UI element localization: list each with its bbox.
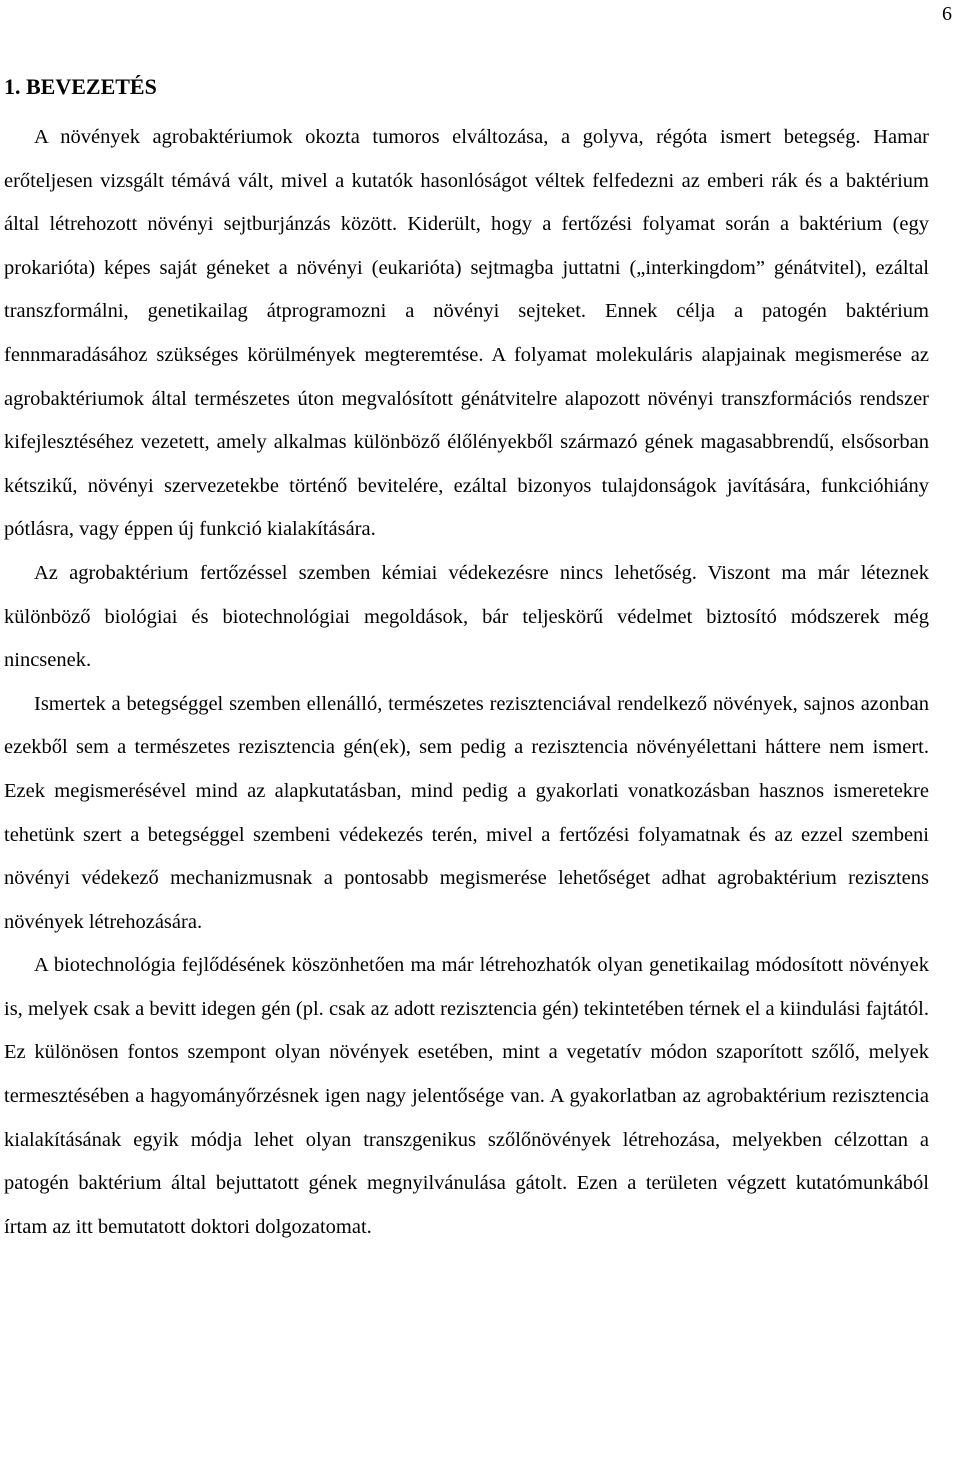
paragraph-chemical-protection: Az agrobaktérium fertőzéssel szemben kémiai védekezésre nincs lehetőség. Viszont ma már léteznek különböző biológiai és biotechnológiai megoldások, bár teljeskörű védelmet biztosító módszerek még nincsenek. xyxy=(4,561,929,672)
section-heading: 1. BEVEZETÉS xyxy=(4,74,157,99)
document-body xyxy=(4,70,929,1249)
paragraph-biotechnology: A biotechnológia fejlődésének köszönhetően ma már létrehozhatók olyan genetikailag módosított növények is, melyek csak a bevitt idegen gén (pl. csak az adott rezisztencia gén) tekintetében térnek el a kiindulási fajtától. Ez különösen fontos szempont olyan növények esetében, mint a vegetatív módon szaporított szőlő, melyek termesztésében a hagyományőrzésnek igen nagy jelentősége van. A gyakorlatban az agrobaktérium rezisztencia kialakításának egyik módja lehet olyan transzgenikus szőlőnövények létrehozása, melyekben célzottan a patogén baktérium által bejuttatott gének megnyilvánulása gátolt. Ezen a területen végzett kutatómunkából írtam az itt bemutatott doktori dolgozatomat. xyxy=(4,954,929,1238)
paragraph-natural-resistance: Ismertek a betegséggel szemben ellenálló, természetes rezisztenciával rendelkező növények, sajnos azonban ezekből sem a természetes rezisztencia gén(ek), sem pedig a rezisztencia növényélettani háttere nem ismert. Ezek megismerésével mind az alapkutatásban, mind pedig a gyakorlati vonatkozásban hasznos ismeretekre tehetünk szert a betegséggel szembeni védekezés terén, mivel a fertőzési folyamatnak és az ezzel szembeni növényi védekező mechanizmusnak a pontosabb megismerése lehetőséget adhat agrobaktérium rezisztens növények létrehozására. xyxy=(4,692,929,933)
paragraph-intro: A növények agrobaktériumok okozta tumoros elváltozása, a golyva, régóta ismert betegség. Hamar erőteljesen vizsgált témává vált, mivel a kutatók hasonlóságot véltek felfedezni az emberi rák és a baktérium által létrehozott növényi sejtburjánzás között. Kiderült, hogy a fertőzési folyamat során a baktérium (egy prokarióta) képes saját géneket a növényi (eukarióta) sejtmagba juttatni („interkingdom” génátvitel), ezáltal transzformálni, genetikailag átprogramozni a növényi sejteket. Ennek célja a patogén baktérium fennmaradásához szükséges körülmények megteremtése. A folyamat molekuláris alapjainak megismerése az agrobaktériumok által természetes úton megvalósított génátvitelre alapozott növényi transzformációs rendszer kifejlesztéséhez vezetett, amely alkalmas különböző élőlényekből származó gének magasabbrendű, elsősorban kétszikű, növényi szervezetekbe történő bevitelére, ezáltal bizonyos tulajdonságok javítására, funkcióhiány pótlásra, vagy éppen új funkció kialakítására. xyxy=(4,126,929,541)
page-number: 6 xyxy=(942,3,952,25)
